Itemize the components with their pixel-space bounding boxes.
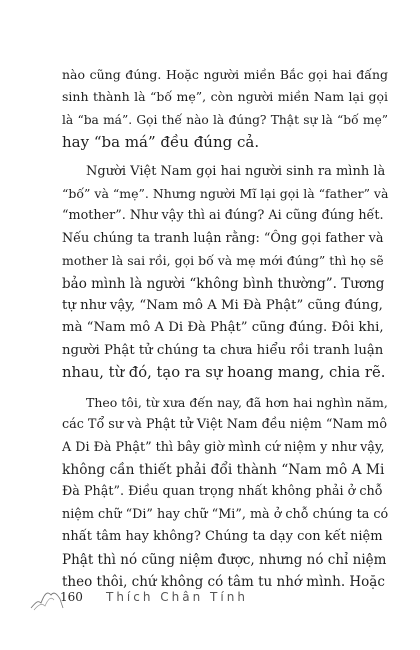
text-line: là “ba má”. Gọi thế nào là đúng? Thật sự là “bố mẹ” <box>62 112 388 127</box>
text-line: mà “Nam mô A Di Đà Phật” cũng đúng. Đôi khi, <box>62 320 384 336</box>
text-line: A Di Đà Phật” thì bây giờ mình cứ niệm y như vậy, <box>62 439 385 455</box>
text-line: Theo tôi, từ xưa đến nay, đã hơn hai nghìn năm, <box>86 394 388 410</box>
page-number: 160 <box>60 590 83 604</box>
text-line: sinh thành là “bố mẹ”, còn người miền Nam lại gọi <box>62 89 388 105</box>
text-line: Nếu chúng ta tranh luận rằng: “Ông gọi father và <box>62 230 384 246</box>
text-line: niệm chữ “Di” hay chữ “Mi”, mà ở chỗ chúng ta có <box>62 506 389 522</box>
paragraph <box>62 64 388 154</box>
text-line: Đà Phật”. Điều quan trọng nhất không phải ở chỗ <box>62 484 383 500</box>
text-line: nào cũng đúng. Hoặc người miền Bắc gọi hai đấng <box>62 67 388 82</box>
text-line: theo thôi, chứ không có tâm tu nhớ mình. Hoặc <box>62 573 385 590</box>
text-line: “mother”. Như vậy thì ai đúng? Ai cũng đúng hết. <box>62 208 384 224</box>
text-line: bảo mình là người “không bình thường”. Tương <box>62 275 385 292</box>
text-line: mother là sai rồi, gọi bố và mẹ mới đúng” thì họ sẽ <box>62 253 384 269</box>
page-body <box>62 64 388 593</box>
text-line: người Phật tử chúng ta chưa hiểu rồi tranh luận <box>62 342 384 358</box>
text-line: hay “ba má” đều đúng cả. <box>62 133 260 152</box>
text-line: “bố” và “mẹ”. Nhưng người Mĩ lại gọi là “father” và <box>62 186 389 202</box>
text-line: không cần thiết phải đổi thành “Nam mô A Mi <box>62 461 385 478</box>
text-line: nhất tâm hay không? Chúng ta dạy con kết niệm <box>62 529 383 545</box>
paragraph <box>62 161 388 385</box>
author-name: Thích Chân Tính <box>106 590 248 604</box>
text-line: Phật thì nó cũng niệm được, nhưng nó chỉ niệm <box>62 551 387 568</box>
paragraph <box>62 392 388 594</box>
text-line: các Tổ sư và Phật tử Việt Nam đều niệm “Nam mô <box>62 417 388 433</box>
page-footer <box>30 586 330 618</box>
text-line: nhau, từ đó, tạo ra sự hoang mang, chia rẽ. <box>62 364 386 382</box>
text-line: Người Việt Nam gọi hai người sinh ra mình là <box>86 163 386 179</box>
text-line: tự như vậy, “Nam mô A Mi Đà Phật” cũng đúng, <box>62 298 383 314</box>
